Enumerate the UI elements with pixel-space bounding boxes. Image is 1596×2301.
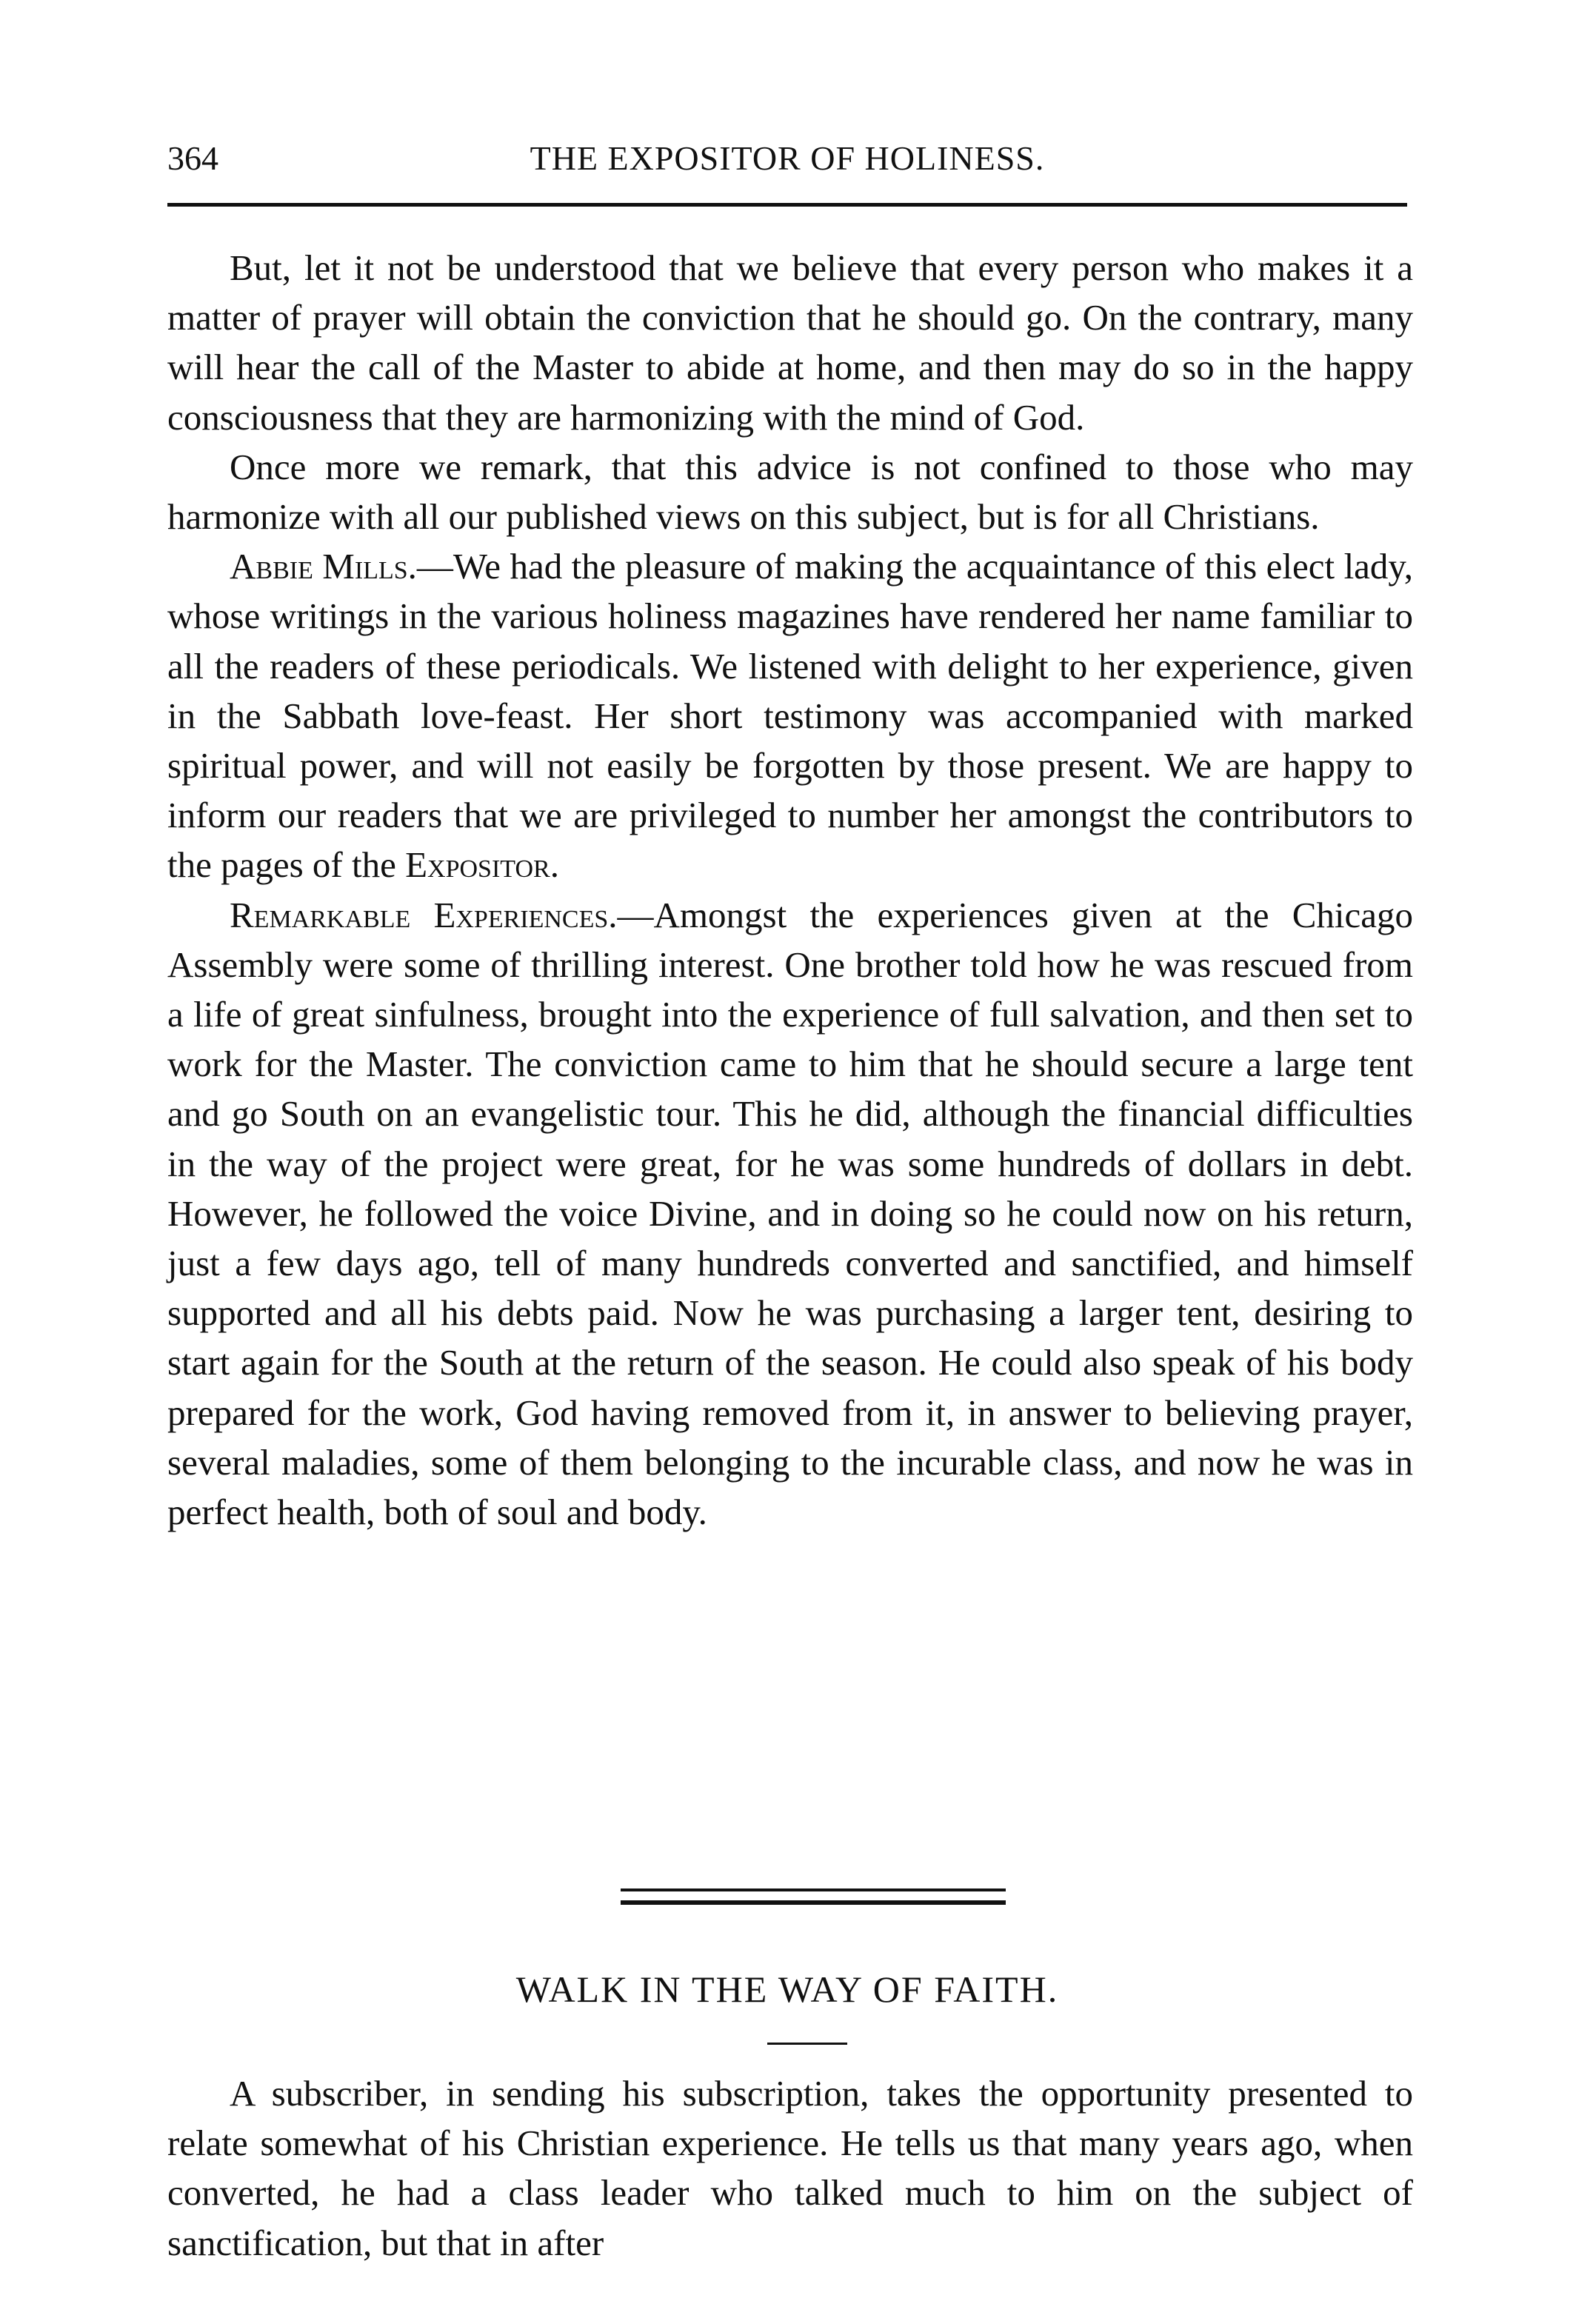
running-title: THE EXPOSITOR OF HOLINESS. <box>530 139 1045 177</box>
section-body <box>167 2068 1413 2268</box>
expositor-name: Expositor <box>405 844 550 886</box>
section-title: WALK IN THE WAY OF FAITH. <box>515 1968 1059 2010</box>
paragraph-abbie-mills-end: . <box>550 844 559 886</box>
page-header <box>167 135 1407 182</box>
paragraph-lead-abbie-mills: Abbie Mills. <box>230 546 417 587</box>
article-body <box>167 243 1413 1537</box>
header-rule <box>167 203 1407 207</box>
paragraph-abbie-mills <box>167 541 1413 889</box>
paragraph-lead-remarkable-experiences: Remarkable Experiences. <box>230 894 618 935</box>
section-divider <box>621 1888 1006 1905</box>
title-underline <box>767 2043 847 2045</box>
paragraph-remarkable-experiences <box>167 890 1413 1537</box>
page-number: 364 <box>167 139 218 177</box>
paragraph-abbie-mills-text: —We had the pleasure of making the acquaintance of this elect lady, whose writings in the various holiness magazines have rendered her name familiar to all the readers of these periodicals. We listened with delight to her experience, given in the Sabbath love-feast. Her short testimony was accompanied with marked spiritual power, and will not easily be forgotten by those present. We are happy to inform our readers that we are privileged to number her amongst the contributors to the pages of the <box>167 546 1413 886</box>
paragraph-subscriber: A subscriber, in sending his subscription, takes the opportunity presented to relate somewhat of his Christian experience. He tells us that many years ago, when converted, he had a class leader who talked much to him on the subject of sanctification, but that in after <box>167 2073 1413 2263</box>
paragraph-advice: Once more we remark, that this advice is not confined to those who may harmonize with all our published views on this subject, but is for all Christians. <box>167 446 1413 538</box>
paragraph-remarkable-experiences-text: —Amongst the experiences given at the Chicago Assembly were some of thrilling interest. One brother told how he was rescued from a life of great sinfulness, brought into the experience of full salvation, and then set to work for the Master. The conviction came to him that he should secure a large tent and go South on an evangelistic tour. This he did, although the financial difficulties in the way of the project were great, for he was some hundreds of dollars in debt. However, he followed the voice Divine, and in doing so he could now on his return, just a few days ago, tell of many hundreds converted and sanctified, and himself supported and all his debts paid. Now he was purchasing a larger tent, desiring to start again for the South at the return of the season. He could also speak of his body prepared for the work, God having removed from it, in answer to believing prayer, several maladies, some of them belonging to the incurable class, and now he was in perfect health, both of soul and body. <box>167 894 1414 1533</box>
paragraph-recommendation: But, let it not be understood that we believe that every person who makes it a matter of prayer will obtain the conviction that he should go. On the contrary, many will hear the call of the Master to abide at home, and then may do so in the happy consciousness that they are harmonizing with the mind of God. <box>167 247 1413 438</box>
